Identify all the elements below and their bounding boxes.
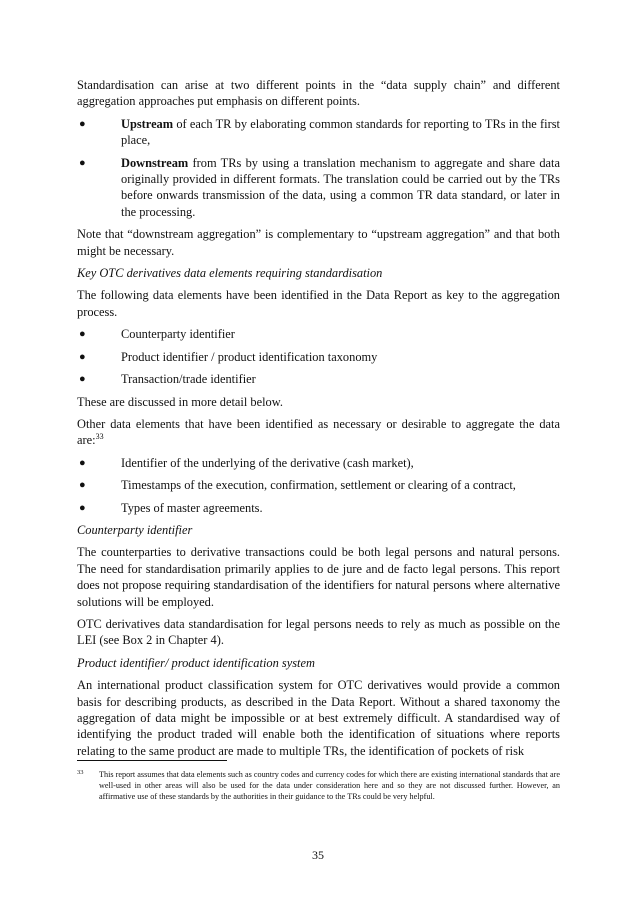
key-elements-after: These are discussed in more detail below. (77, 394, 283, 409)
bullet-icon: ● (79, 117, 86, 130)
counterparty-heading: Counterparty identifier (77, 522, 193, 537)
footnote-text: This report assumes that data elements such as country codes and currency codes for which there are existing international standards that are well-used in other areas will also be used for the data under consideration here and so they are not discussed further. However, an affirmative use of these standards by the authorities in their guidance to the TRs could be very helpful. (99, 770, 560, 801)
counterparty-paragraph-2: OTC derivatives data standardisation for legal persons needs to rely as much as possible on the LEI (see Box 2 in Chapter 4). (77, 616, 560, 648)
footnote-mark: 33 (77, 769, 84, 776)
bullet-icon: ● (79, 479, 86, 492)
list-item (77, 155, 560, 221)
bullet-icon: ● (79, 328, 86, 341)
footnote-reference[interactable]: 33 (95, 432, 104, 442)
page-body (77, 77, 560, 765)
bullet-icon: ● (79, 373, 86, 386)
bullet-icon: ● (79, 350, 86, 363)
bullet-icon: ● (79, 456, 86, 469)
bullet-icon: ● (79, 156, 86, 169)
product-heading: Product identifier/ product identification system (77, 655, 315, 670)
list-item (77, 116, 560, 149)
approach-text: of each TR by elaborating common standards for reporting to TRs in the first place, (121, 116, 560, 148)
intro-paragraph: Standardisation can arise at two different points in the “data supply chain” and different aggregation approaches put emphasis on different points. (77, 78, 560, 109)
list-item: ● Types of master agreements. (79, 500, 263, 515)
approach-term: Downstream (121, 155, 189, 170)
counterparty-paragraph-1: The counterparties to derivative transactions could be both legal persons and natural persons. The need for standardisation primarily applies to de jure and de facto legal persons. This report does not propose requiring standardisation of the identifiers for natural persons where alternative solutions will be employed. (77, 545, 560, 609)
list-item: ● Timestamps of the execution, confirmation, settlement or clearing of a contract, (79, 478, 516, 493)
key-elements-intro: The following data elements have been identified in the Data Report as key to the aggregation process. (77, 288, 560, 319)
product-paragraph: An international product classification system for OTC derivatives would provide a common basis for describing products, as described in the Data Report. Without a shared taxonomy the aggregation of data might be impossible or at best extremely difficult. A standardised way of identifying the product traded will enable both the identification of situations where reports relating to the same product are made to multiple TRs, the identification of pockets of risk (77, 678, 560, 758)
footnote-divider (77, 760, 227, 761)
approaches-list (77, 116, 560, 220)
list-item: ● Counterparty identifier (79, 327, 235, 342)
other-elements-intro: Other data elements that have been identified as necessary or desirable to aggregate the data are:$^{33}$ (77, 416, 560, 448)
key-elements-list (77, 326, 560, 387)
list-item: ● Transaction/trade identifier (79, 372, 256, 387)
list-item: ● Identifier of the underlying of the derivative (cash market), (79, 455, 414, 470)
page-number: 35 (312, 848, 324, 862)
footnote (77, 769, 560, 802)
key-elements-heading: Key OTC derivatives data elements requiring standardisation (77, 266, 383, 281)
note-paragraph: Note that “downstream aggregation” is complementary to “upstream aggregation” and that both might be necessary. (77, 227, 560, 258)
list-item: ● Product identifier / product identification taxonomy (79, 349, 378, 364)
approach-text: from TRs by using a translation mechanism to aggregate and share data originally provided in different formats. The translation could be carried out by the TRs before onwards transmission of the data, using a common TR data standard, or later in the processing. (121, 155, 560, 219)
other-elements-list (77, 455, 560, 516)
approach-term: Upstream (121, 116, 174, 131)
bullet-icon: ● (79, 501, 86, 514)
